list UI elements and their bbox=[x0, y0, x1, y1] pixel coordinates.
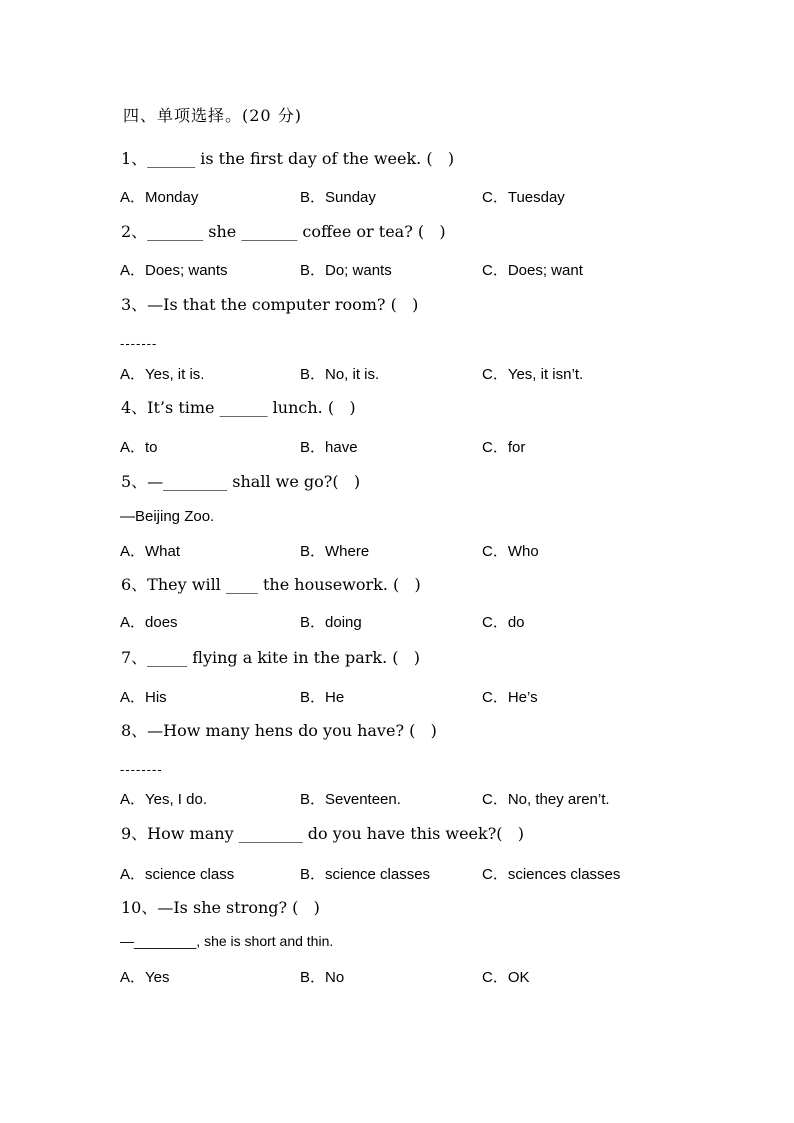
question-3-response: ------- bbox=[120, 336, 158, 351]
question-7-option-b: B．He bbox=[300, 689, 345, 706]
question-8-response: -------- bbox=[120, 762, 163, 777]
question-1-option-a: A．Monday bbox=[120, 189, 199, 206]
question-5-option-b: B．Where bbox=[300, 543, 370, 560]
question-2-stem: 2、_______ she _______ coffee or tea? ( ) bbox=[121, 222, 446, 241]
question-3-option-a: A．Yes, it is. bbox=[120, 366, 205, 383]
question-2-option-c: C．Does; want bbox=[482, 262, 583, 279]
question-3-option-c: C．Yes, it isn’t. bbox=[482, 366, 584, 383]
question-9-option-a: A．science class bbox=[120, 866, 235, 883]
question-5-stem: 5、—________ shall we go?( ) bbox=[121, 472, 361, 491]
question-7-option-a: A．His bbox=[120, 689, 167, 706]
question-10-stem: 10、—Is she strong? ( ) bbox=[121, 898, 320, 917]
question-3-option-b: B．No, it is. bbox=[300, 366, 380, 383]
question-7-option-c: C．He’s bbox=[482, 689, 538, 706]
question-1-option-c: C．Tuesday bbox=[482, 189, 565, 206]
question-10-response: —________, she is short and thin. bbox=[120, 933, 334, 949]
question-4-option-b: B．have bbox=[300, 439, 358, 456]
question-6-option-a: A．does bbox=[120, 614, 178, 631]
question-6-stem: 6、They will ____ the housework. ( ) bbox=[121, 575, 421, 594]
question-10-option-c: C．OK bbox=[482, 969, 530, 986]
question-4-stem: 4、It’s time ______ lunch. ( ) bbox=[121, 398, 356, 417]
question-8-option-b: B．Seventeen. bbox=[300, 791, 401, 808]
question-1-stem: 1、______ is the first day of the week. ( ) bbox=[121, 149, 455, 168]
question-6-option-c: C．do bbox=[482, 614, 525, 631]
question-5-option-a: A．What bbox=[120, 543, 181, 560]
section-title: 四、单项选择。(20 分) bbox=[123, 106, 302, 125]
question-3-stem: 3、—Is that the computer room? ( ) bbox=[121, 295, 419, 314]
question-10-option-a: A．Yes bbox=[120, 969, 170, 986]
question-9-option-c: C．sciences classes bbox=[482, 866, 621, 883]
question-9-option-b: B．science classes bbox=[300, 866, 431, 883]
question-6-option-b: B．doing bbox=[300, 614, 362, 631]
question-2-option-a: A．Does; wants bbox=[120, 262, 228, 279]
question-5-option-c: C．Who bbox=[482, 543, 539, 560]
question-8-option-a: A．Yes, I do. bbox=[120, 791, 207, 808]
question-4-option-a: A．to bbox=[120, 439, 158, 456]
question-5-response: —Beijing Zoo. bbox=[120, 508, 215, 525]
question-8-option-c: C．No, they aren’t. bbox=[482, 791, 610, 808]
question-8-stem: 8、—How many hens do you have? ( ) bbox=[121, 721, 437, 740]
question-10-option-b: B．No bbox=[300, 969, 345, 986]
question-4-option-c: C．for bbox=[482, 439, 526, 456]
question-7-stem: 7、_____ flying a kite in the park. ( ) bbox=[121, 648, 420, 667]
question-2-option-b: B．Do; wants bbox=[300, 262, 392, 279]
question-9-stem: 9、How many ________ do you have this week?( ) bbox=[121, 824, 525, 843]
question-1-option-b: B．Sunday bbox=[300, 189, 376, 206]
